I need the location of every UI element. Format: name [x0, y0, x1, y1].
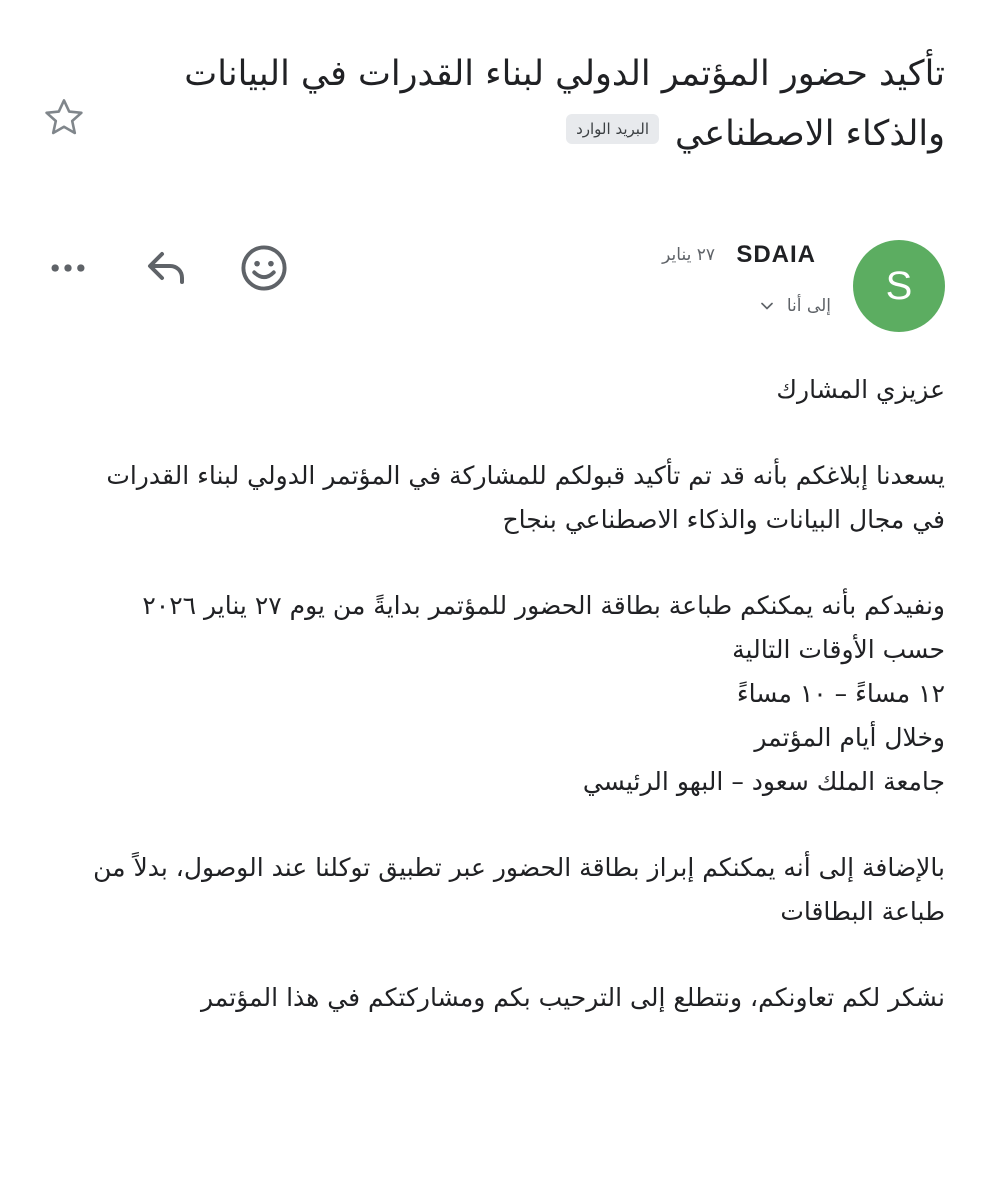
print-location: جامعة الملك سعود – البهو الرئيسي: [582, 767, 945, 796]
body-paragraph-3: بالإضافة إلى أنه يمكنكم إبراز بطاقة الحضور عبر تطبيق توكلنا عند الوصول، بدلاً من طباعة البطاقات: [93, 853, 945, 926]
add-reaction-button[interactable]: [236, 240, 292, 296]
more-horizontal-icon: [46, 246, 90, 290]
star-button[interactable]: [40, 94, 88, 142]
reply-icon: [142, 244, 190, 292]
inbox-label-badge[interactable]: البريد الوارد: [566, 114, 659, 144]
recipient-details-toggle[interactable]: [757, 296, 831, 316]
email-subject: [125, 44, 945, 164]
subject-text: تأكيد حضور المؤتمر الدولي لبناء القدرات في البيانات والذكاء الاصطناعي: [184, 54, 945, 154]
reply-button[interactable]: [138, 240, 194, 296]
email-date: ٢٧ يناير: [662, 245, 715, 265]
conference-days-note: وخلال أيام المؤتمر: [754, 723, 945, 752]
recipient-label: إلى أنا: [786, 296, 831, 316]
greeting: عزيزي المشارك: [776, 375, 945, 404]
sender-avatar[interactable]: S: [853, 240, 945, 332]
body-paragraph-1: يسعدنا إبلاغكم بأنه قد تم تأكيد قبولكم للمشاركة في المؤتمر الدولي لبناء القدرات في مجال البيانات والذكاء الاصطناعي بنجاح: [106, 461, 945, 534]
emoji-reaction-icon: [238, 242, 290, 294]
star-outline-icon: [40, 94, 88, 142]
body-paragraph-2: [75, 584, 945, 804]
email-body: [75, 368, 945, 1062]
body-paragraph-4: نشكر لكم تعاونكم، ونتطلع إلى الترحيب بكم ومشاركتكم في هذا المؤتمر: [200, 983, 945, 1012]
print-card-notice: ونفيدكم بأنه يمكنكم طباعة بطاقة الحضور للمؤتمر بدايةً من يوم ٢٧ يناير ٢٠٢٦ حسب الأوقات التالية: [142, 591, 945, 664]
sender-name[interactable]: SDAIA: [736, 241, 816, 268]
print-hours: ١٢ مساءً – ١٠ مساءً: [736, 679, 945, 708]
chevron-down-icon: [757, 296, 777, 316]
more-options-button[interactable]: [40, 240, 96, 296]
